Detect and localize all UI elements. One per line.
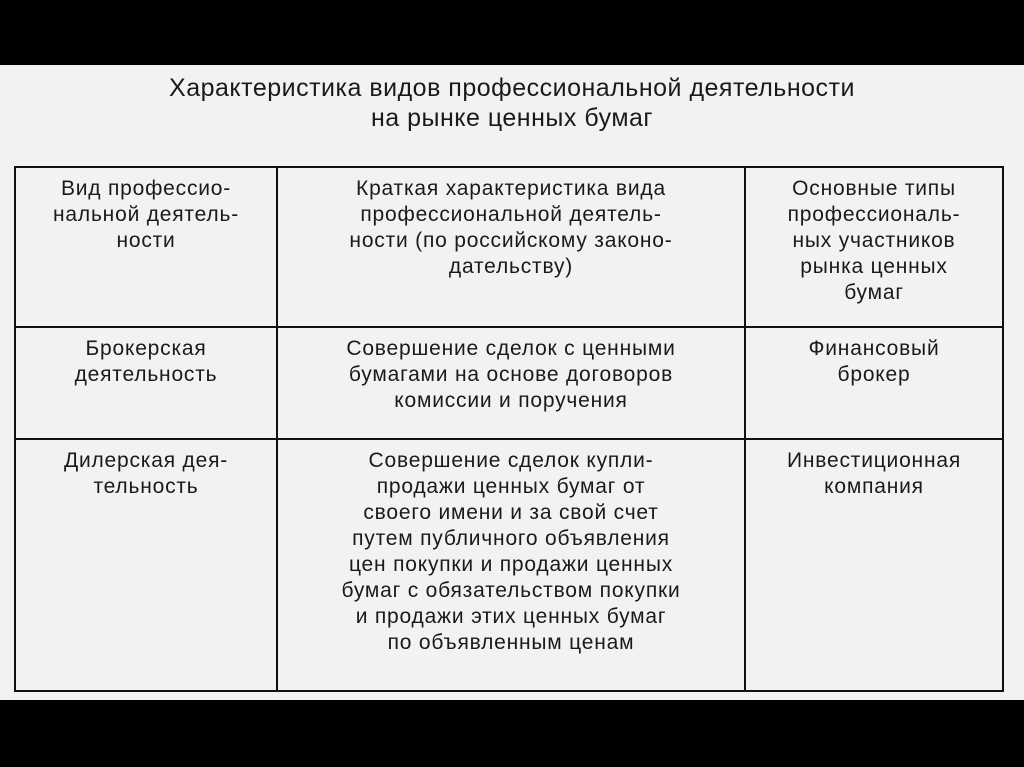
header-cell-description — [277, 167, 745, 327]
table-header-row — [15, 167, 1003, 327]
cell-line: ности — [116, 229, 176, 252]
slide — [0, 65, 1024, 700]
header-cell-activity-type — [15, 167, 277, 327]
cell-line: ных участников — [792, 229, 956, 252]
cell-line: компания — [824, 475, 924, 498]
cell-line: Краткая характеристика вида — [356, 177, 666, 200]
cell-line: нальной деятель- — [53, 203, 239, 226]
cell-participants — [745, 327, 1003, 439]
cell-line: Совершение сделок купли- — [368, 449, 654, 472]
cell-line: дательству) — [448, 255, 574, 278]
cell-line: комиссии и поручения — [394, 389, 628, 412]
cell-line: бумаг с обязательством покупки — [341, 579, 681, 602]
activity-table — [14, 166, 1004, 692]
cell-line: по объявленным ценам — [387, 631, 635, 654]
cell-line: тельность — [93, 475, 199, 498]
title-line-1: Характеристика видов профессиональной деятельности — [169, 74, 855, 102]
page-title — [0, 73, 1024, 133]
cell-line: Инвестиционная — [786, 449, 962, 472]
cell-line: Финансовый — [808, 337, 940, 360]
cell-line: и продажи этих ценных бумаг — [355, 605, 667, 628]
cell-line: деятельность — [74, 363, 218, 386]
table-row-broker — [15, 327, 1003, 439]
cell-activity-type — [15, 327, 277, 439]
cell-line: своего имени и за свой счет — [363, 501, 659, 524]
cell-line: бумагами на основе договоров — [348, 363, 674, 386]
title-line-2: на рынке ценных бумаг — [370, 104, 654, 132]
cell-line: Совершение сделок с ценными — [346, 337, 676, 360]
cell-line: Брокерская — [85, 337, 207, 360]
cell-line: цен покупки и продажи ценных — [348, 553, 674, 576]
cell-line: профессиональной деятель- — [360, 203, 662, 226]
cell-line: Основные типы — [792, 177, 956, 200]
cell-description — [277, 439, 745, 691]
header-cell-participants — [745, 167, 1003, 327]
table-row-dealer — [15, 439, 1003, 691]
cell-line: рынка ценных — [800, 255, 948, 278]
cell-line: Дилерская дея- — [63, 449, 229, 472]
cell-activity-type — [15, 439, 277, 691]
cell-line: продажи ценных бумаг от — [376, 475, 646, 498]
cell-line: путем публичного объявления — [352, 527, 670, 550]
cell-line: брокер — [837, 363, 911, 386]
cell-line: профессиональ- — [787, 203, 961, 226]
cell-line: Вид профессио- — [60, 177, 232, 200]
cell-participants — [745, 439, 1003, 691]
cell-description — [277, 327, 745, 439]
cell-line: ности (по российскому законо- — [349, 229, 673, 252]
cell-line: бумаг — [844, 281, 904, 304]
